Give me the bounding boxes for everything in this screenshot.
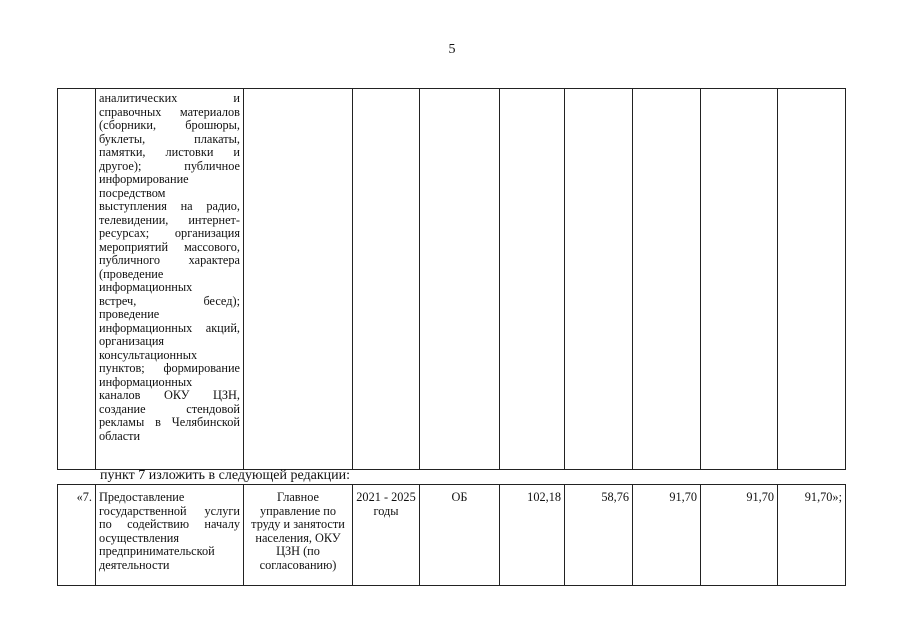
text-line: (проведение: [99, 266, 164, 281]
value-year: 91,70: [701, 485, 778, 586]
text-line: каналов ОКУ ЦЗН,: [99, 388, 240, 402]
text-line: буклеты, плакаты,: [99, 131, 240, 146]
cell-value: [633, 89, 701, 470]
text-line: посредством: [99, 185, 166, 200]
text-line: (сборники, брошюры,: [99, 118, 240, 132]
text-line: публичного характера: [99, 253, 240, 267]
text-line: телевидении, интернет-: [99, 212, 240, 227]
value-year: 91,70: [633, 485, 701, 586]
text-line: рекламы в Челябинской: [99, 415, 240, 429]
text-line: выступления на радио,: [99, 199, 240, 213]
text-line: другое); публичное: [99, 158, 240, 173]
text-line: организация: [99, 334, 165, 348]
value-year: 58,76: [565, 485, 633, 586]
text-line: консультационных: [99, 347, 198, 362]
item-number: «7.: [58, 485, 96, 586]
cell-source: [420, 89, 500, 470]
value-total: 102,18: [500, 485, 565, 586]
funding-source: ОБ: [420, 485, 500, 586]
text-line: области: [99, 428, 141, 443]
amendment-note: пункт 7 изложить в следующей редакции:: [100, 468, 350, 483]
cell-period: [353, 89, 420, 470]
text-line: аналитических и: [99, 91, 240, 105]
service-description: Предоставление государственной услуги по содействию началу осуществления предпринимательской деятельности: [96, 485, 244, 586]
cell-value: [778, 89, 846, 470]
table-row: [58, 89, 846, 470]
text-line: ресурсах; организация: [99, 226, 240, 240]
executor: Главное управление по труду и занятости населения, ОКУ ЦЗН (по согласованию): [244, 485, 353, 586]
item-7-table: [57, 484, 846, 586]
text-line: создание стендовой: [99, 401, 240, 416]
cell-value: [500, 89, 565, 470]
page-number: 5: [448, 42, 456, 57]
text-line: встреч, бесед);: [99, 293, 240, 308]
text-line: пунктов; формирование: [99, 361, 240, 375]
cell-value: [565, 89, 633, 470]
text-line: памятки, листовки и: [99, 145, 240, 159]
text-line: информационных: [99, 374, 193, 389]
table-row: [58, 485, 846, 586]
cell-value: [701, 89, 778, 470]
cell-number: [58, 89, 96, 470]
value-year: 91,70»;: [778, 485, 846, 586]
continuation-table: [57, 88, 846, 470]
text-line: проведение: [99, 307, 160, 321]
cell-description: [96, 89, 244, 470]
text-line: справочных материалов: [99, 104, 240, 119]
text-line: информирование: [99, 172, 189, 186]
cell-executor: [244, 89, 353, 470]
period: 2021 - 2025 годы: [353, 485, 420, 586]
text-line: информационных: [99, 280, 193, 294]
text-line: мероприятий массового,: [99, 239, 240, 254]
text-line: информационных акций,: [99, 320, 240, 335]
